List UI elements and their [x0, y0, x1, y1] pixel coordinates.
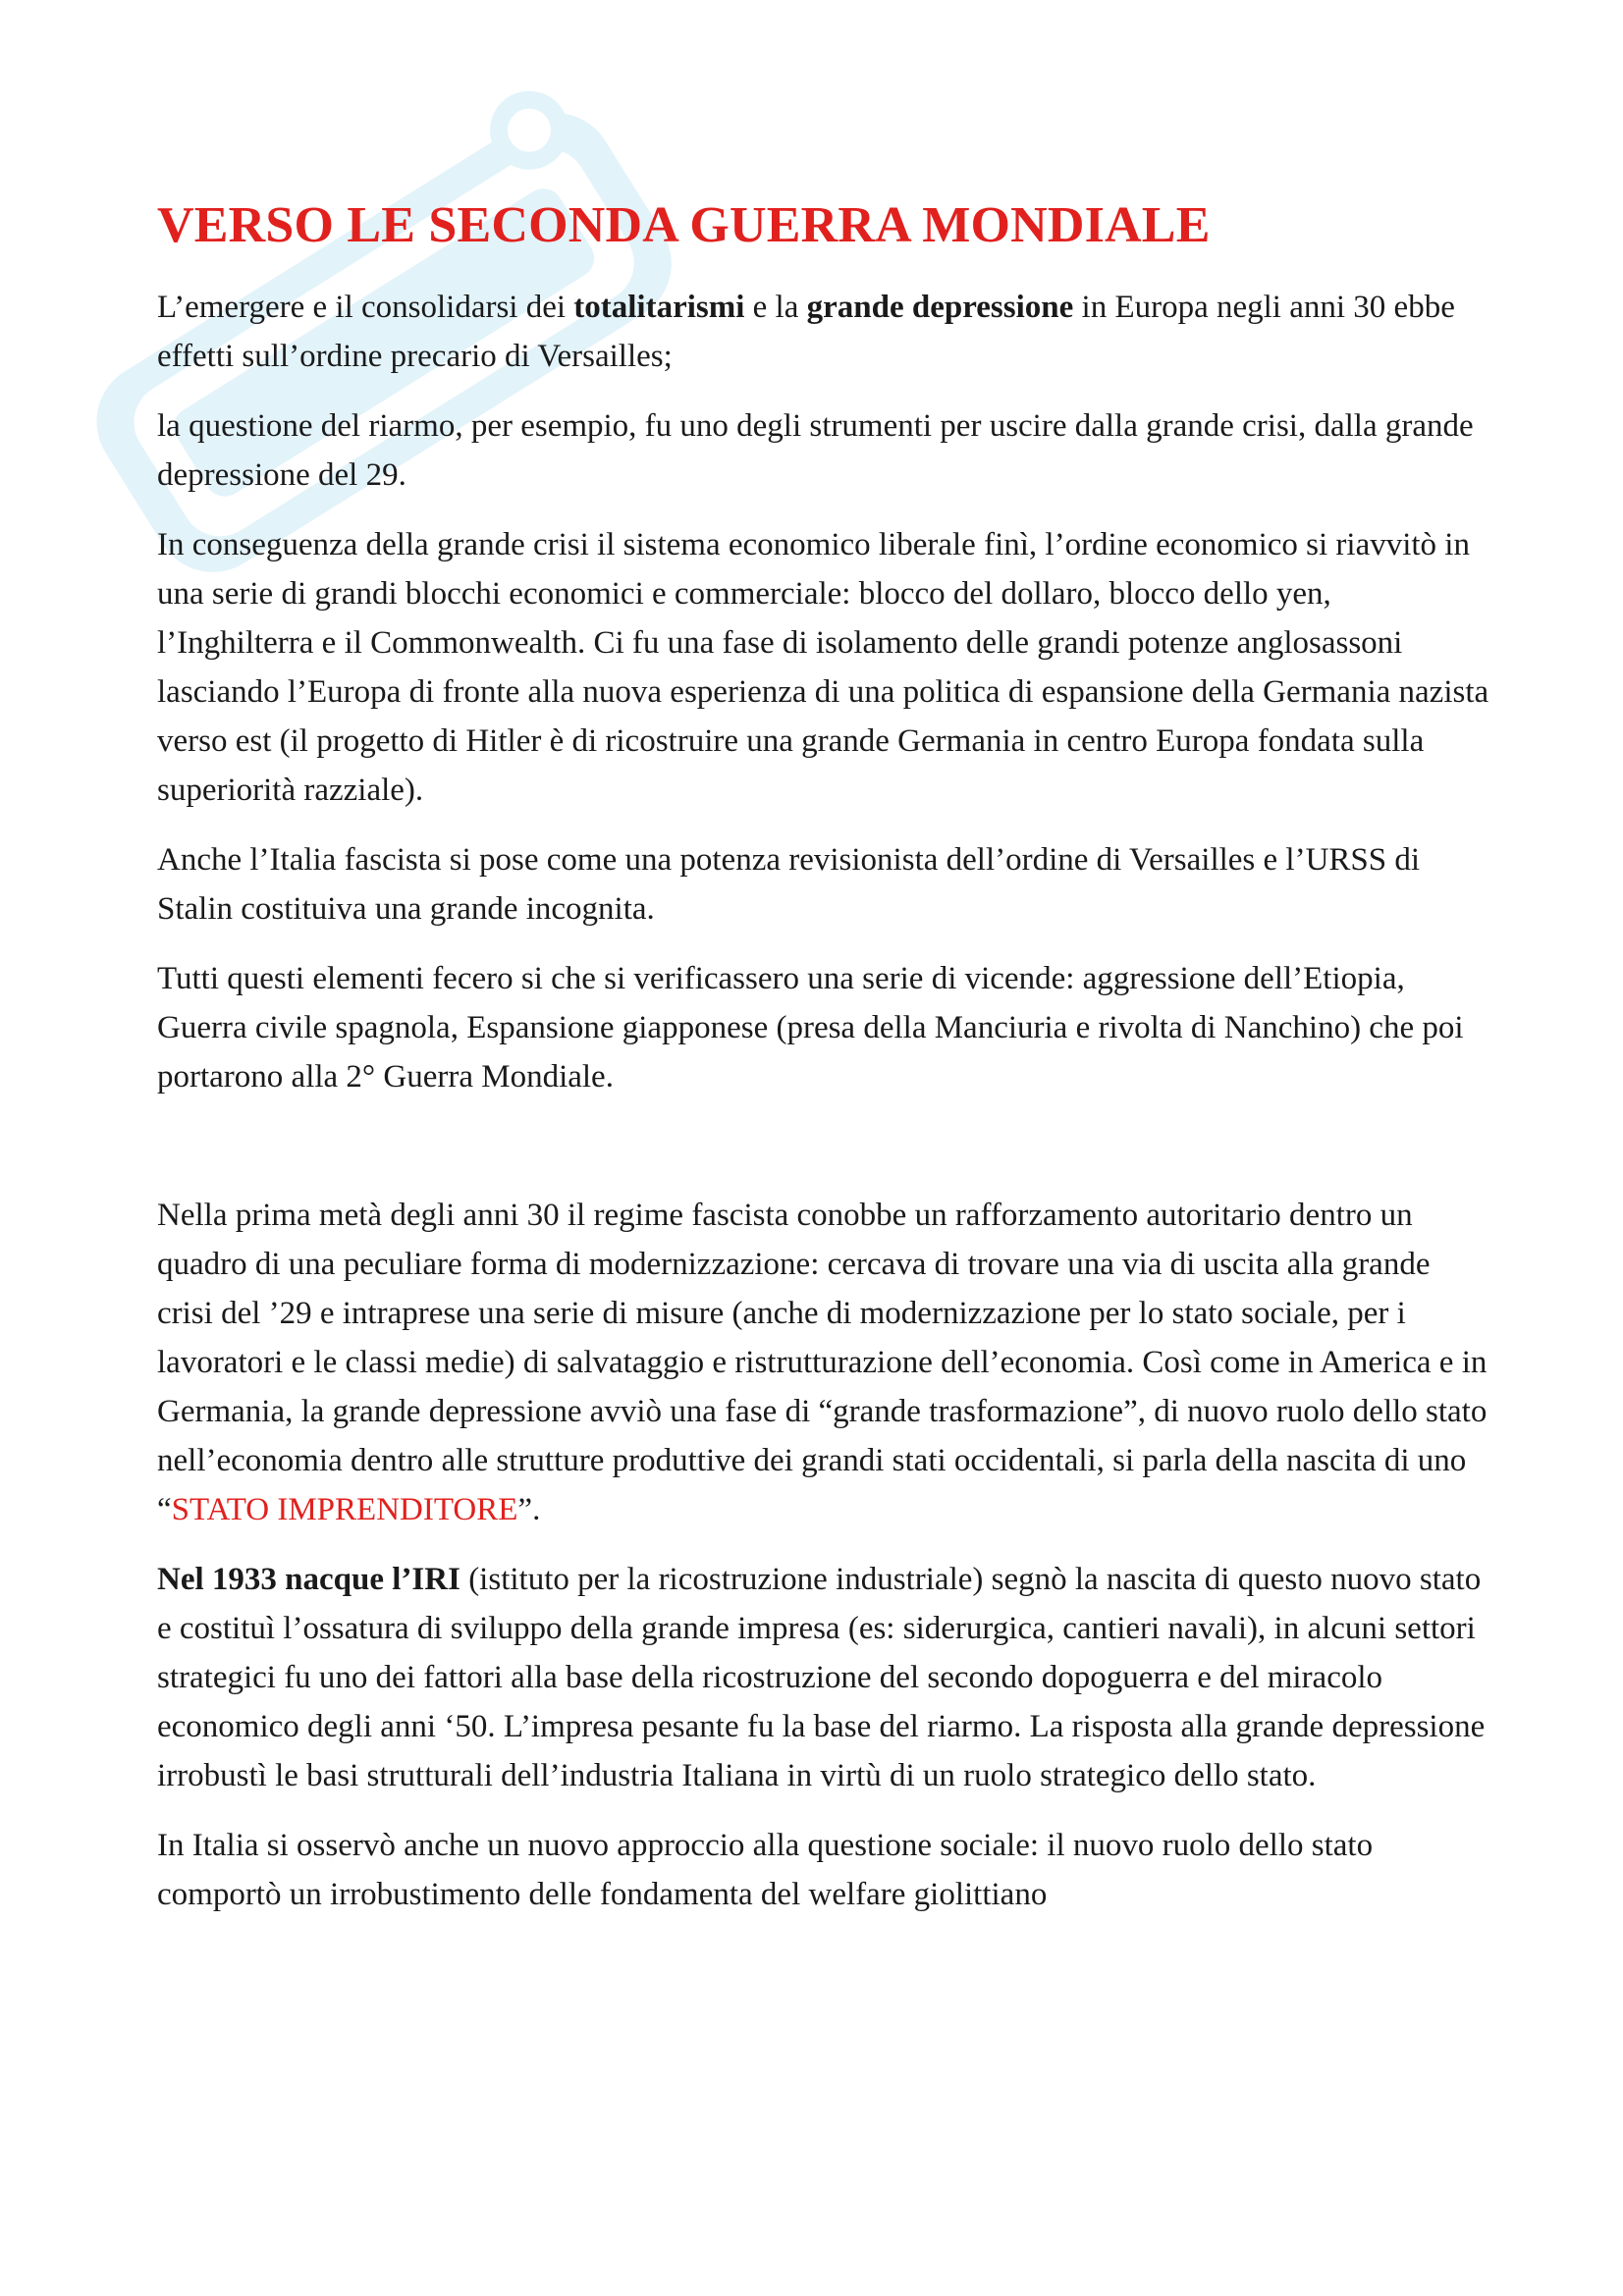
p1-bold-totalitarismi: totalitarismi — [573, 290, 745, 325]
p6-red-stato-imprenditore: STATO IMPRENDITORE — [171, 1492, 518, 1527]
paragraph-2: la questione del riarmo, per esempio, fu uno degli strumenti per uscire dalla grande crisi, dalla grande depressione del 29. — [157, 408, 1474, 493]
document-title: VERSO LE SECONDA GUERRA MONDIALE — [157, 197, 1211, 253]
paragraph-6 — [157, 1191, 1492, 1534]
paragraph-1 — [157, 283, 1492, 381]
paragraph-7 — [157, 1555, 1492, 1800]
p7-text-1: (istituto per la ricostruzione industriale) segnò la nascita di questo nuovo stato e costituì l’ossatura di sviluppo della grande impresa (es: siderurgica, cantieri navali), in alcuni settori strategici fu uno dei fattori alla base della ricostruzione del secondo dopoguerra e del miracolo economico degli anni ‘50. L’impresa pesante fu la base del riarmo. La risposta alla grande depressione irrobustì le basi strutturali dell’industria Italiana in virtù di un ruolo strategico dello stato. — [157, 1562, 1486, 1793]
p1-text-2: e la — [744, 290, 807, 325]
paragraph-8: In Italia si osservò anche un nuovo approccio alla questione sociale: il nuovo ruolo dello stato comportò un irrobustimento delle fondamenta del welfare giolittiano — [157, 1828, 1374, 1912]
p6-text-2: ”. — [517, 1492, 541, 1527]
document-page — [157, 196, 1492, 1940]
p6-text-1: Nella prima metà degli anni 30 il regime fascista conobbe un rafforzamento autoritario dentro un quadro di una peculiare forma di modernizzazione: cercava di trovare una via di uscita alla grande crisi del ’29 e intraprese una serie di misure (anche di modernizzazione per lo stato sociale, per i lavoratori e le classi medie) di salvataggio e ristrutturazione dell’economia. Così come in America e in Germania, la grande depressione avviò una fase di “grande trasformazione”, di nuovo ruolo dello stato nell’economia dentro alle strutture produttive dei grandi stati occidentali, si parla della nascita di uno “ — [157, 1198, 1488, 1527]
paragraph-4: Anche l’Italia fascista si pose come una potenza revisionista dell’ordine di Versailles e l’URSS di Stalin costituiva una grande incognita. — [157, 842, 1421, 927]
paragraph-3: In conseguenza della grande crisi il sistema economico liberale finì, l’ordine economico si riavvitò in una serie di grandi blocchi economici e commerciale: blocco del dollaro, blocco dello yen, l’Inghilterra e il Commonwealth. Ci fu una fase di isolamento delle grandi potenze anglosassoni lasciando l’Europa di fronte alla nuova esperienza di una politica di espansione della Germania nazista verso est (il progetto di Hitler è di ricostruire una grande Germania in centro Europa fondata sulla superiorità razziale). — [157, 527, 1489, 808]
p1-text-3: in Europa negli anni 30 ebbe effetti sull’ordine precario di Versailles; — [157, 290, 1455, 374]
paragraph-5: Tutti questi elementi fecero si che si verificassero una serie di vicende: aggressione dell’Etiopia, Guerra civile spagnola, Espansione giapponese (presa della Manciuria e rivolta di Nanchino) che poi portarono alla 2° Guerra Mondiale. — [157, 961, 1464, 1095]
p1-text-1: L’emergere e il consolidarsi dei — [157, 290, 574, 325]
p1-bold-grande-depressione: grande depressione — [806, 290, 1074, 325]
section-spacer — [157, 1122, 1492, 1191]
p7-bold-iri: Nel 1933 nacque l’IRI — [157, 1562, 460, 1597]
